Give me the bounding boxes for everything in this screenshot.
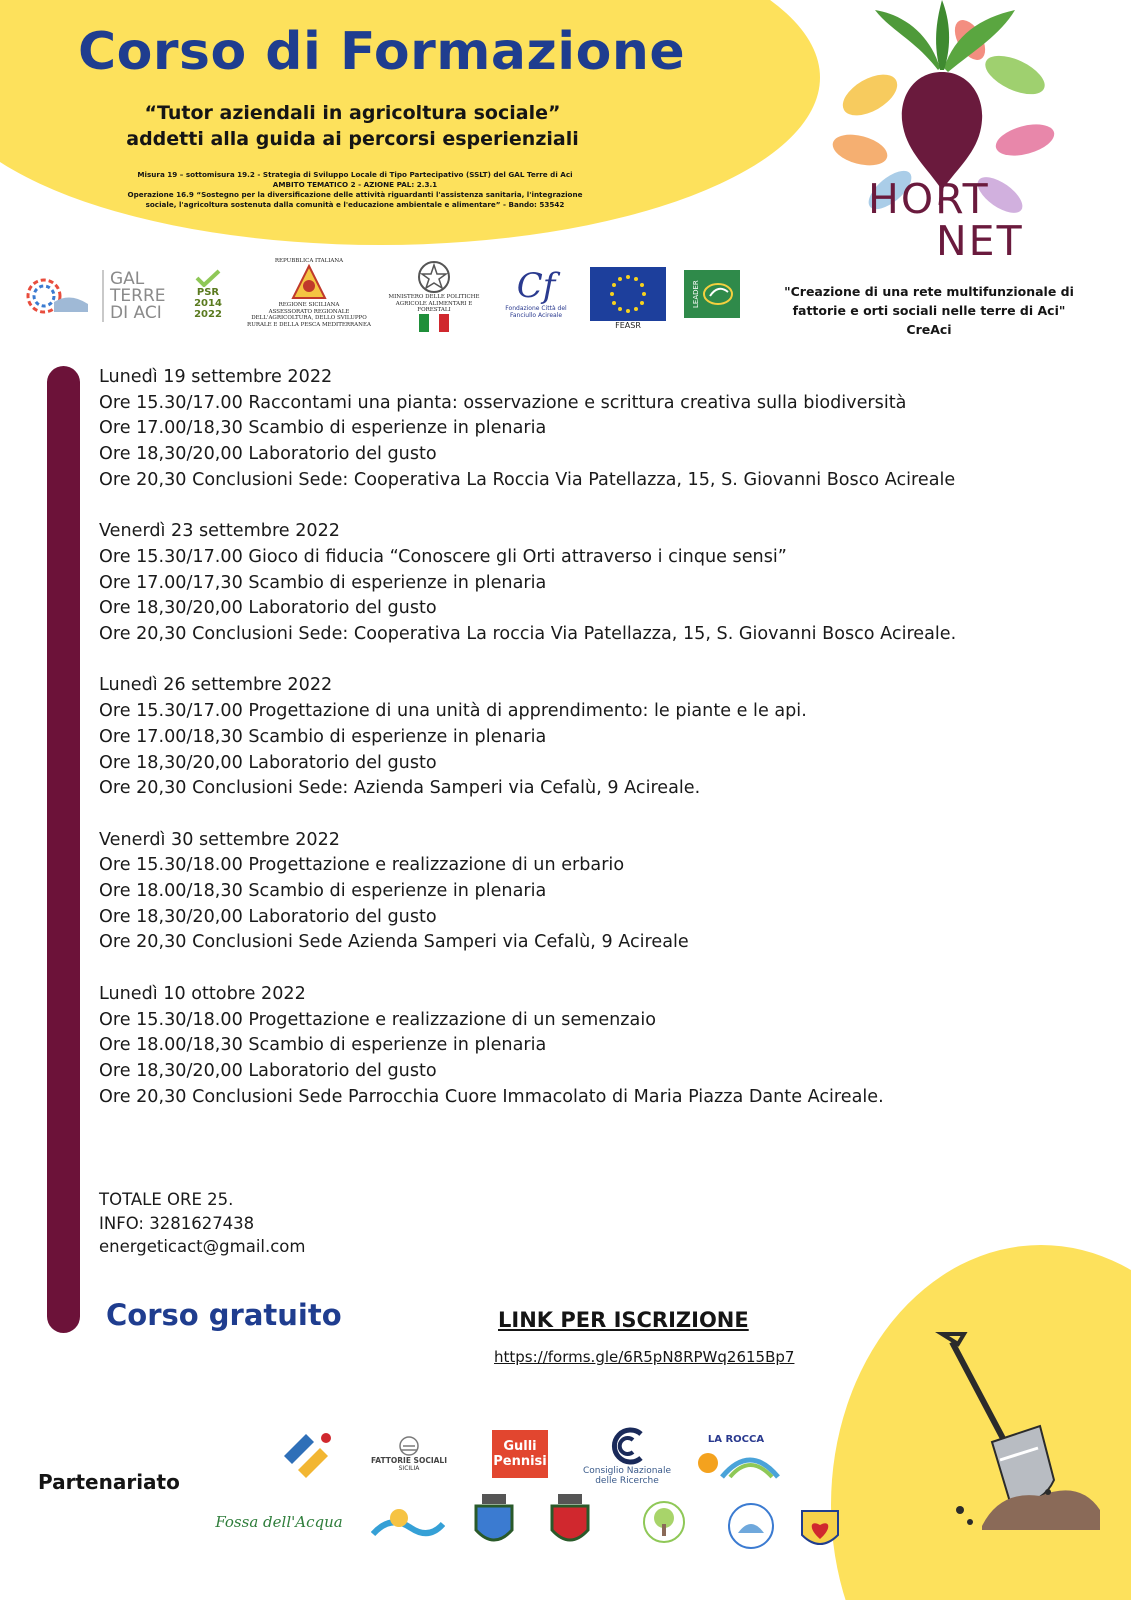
hortnet-line: HORT	[868, 175, 990, 223]
psr-line: 2022	[194, 308, 222, 320]
left-accent-bar	[47, 366, 80, 1333]
schedule-day	[99, 828, 999, 957]
partner-logo-tree	[636, 1498, 692, 1548]
day-heading: Lunedì 26 settembre 2022	[99, 675, 333, 696]
session-line: Ore 20,30 Conclusioni Sede Parrocchia Cuore Immacolato di Maria Piazza Dante Acireale.	[99, 1086, 884, 1107]
subtitle-line: “Tutor aziendali in agricoltura sociale”	[144, 102, 561, 124]
rocca-name: LA ROCCA	[707, 1433, 765, 1445]
italian-flag-icon	[419, 314, 449, 332]
subtitle-line: addetti alla guida ai percorsi esperienziali	[126, 128, 579, 150]
ministero-name: MINISTERO DELLE POLITICHE AGRICOLE ALIMENTARI E FORESTALI	[388, 294, 480, 314]
project-description	[774, 282, 1084, 339]
total-hours: TOTALE ORE 25.	[99, 1190, 234, 1209]
day-heading: Lunedì 10 ottobre 2022	[99, 983, 306, 1004]
fattorie-name: FATTORIE SOCIALI	[370, 1456, 447, 1465]
sicilia-sub: ASSESSORATO REGIONALE DELL'AGRICOLTURA, DELLO SVILUPPO RURALE E DELLA PESCA MEDITERRANEA	[247, 308, 371, 328]
gulli-line: Gulli	[503, 1439, 537, 1454]
cnr-icon	[605, 1426, 649, 1466]
psr-line: 2014	[194, 297, 222, 309]
partner-logo-ecomuseo	[278, 1428, 336, 1486]
partner-logo-mascalucia	[370, 1502, 446, 1550]
cf-mark: Cf	[516, 266, 556, 306]
partner-logo-comune-1	[470, 1490, 518, 1554]
registration-heading: LINK PER ISCRIZIONE	[498, 1308, 749, 1332]
gal-line: GAL	[110, 268, 145, 289]
project-name: CreAci	[906, 322, 952, 337]
tree-icon	[638, 1500, 690, 1546]
gal-line: DI ACI	[110, 302, 162, 323]
shovel-icon	[930, 1330, 1100, 1530]
wave-logo-icon	[371, 1504, 445, 1548]
cnr-line: Consiglio Nazionale	[582, 1466, 671, 1476]
session-line: Ore 18.00/18,30 Scambio di esperienze in plenaria	[99, 1035, 547, 1056]
rainbow-icon	[692, 1445, 780, 1479]
sponsor-logo-ministero	[380, 258, 488, 334]
free-course-label: Corso gratuito	[106, 1298, 342, 1332]
crest-icon	[472, 1492, 516, 1552]
sacred-heart-icon	[798, 1501, 842, 1553]
school-seal-icon	[726, 1501, 776, 1551]
hortnet-wordmark	[868, 175, 1048, 265]
fossa-name: Fossa dell'Acqua	[215, 1513, 343, 1531]
leader-icon	[684, 270, 740, 318]
session-line: Ore 18,30/20,00 Laboratorio del gusto	[99, 906, 437, 927]
cf-name: Fondazione Città del Fanciullo Acireale	[505, 305, 567, 319]
project-line: fattorie e orti sociali nelle terre di Aci"	[792, 303, 1066, 318]
measure-line: Operazione 16.9 “Sostegno per la diversificazione delle attività riguardanti l'assistenza sanitaria, l'integrazione	[127, 190, 583, 199]
session-line: Ore 20,30 Conclusioni Sede: Cooperativa La Roccia Via Patellazza, 15, S. Giovanni Bosco Acireale	[99, 469, 956, 490]
cnr-line: delle Ricerche	[595, 1476, 659, 1486]
course-subtitle	[80, 100, 625, 152]
schedule-day	[99, 365, 999, 494]
session-line: Ore 17.00/18,30 Scambio di esperienze in plenaria	[99, 418, 547, 439]
gal-line: TERRE	[110, 285, 166, 306]
schedule-day	[99, 982, 999, 1111]
gulli-line: Pennisi	[493, 1454, 547, 1469]
measure-line: AMBITO TEMATICO 2 - AZIONE PAL: 2.3.1	[272, 180, 438, 189]
info-phone: INFO: 3281627438	[99, 1213, 255, 1233]
partner-logo-comune-2	[544, 1490, 596, 1554]
measure-line: Misura 19 – sottomisura 19.2 - Strategia di Sviluppo Locale di Tipo Partecipativo (SSLT) del GAL Terre di Aci	[137, 170, 573, 179]
sponsor-logo-fondazione	[498, 262, 574, 324]
session-line: Ore 17.00/17,30 Scambio di esperienze in plenaria	[99, 572, 547, 593]
course-schedule	[99, 365, 999, 1136]
leader-label: LEADER	[692, 280, 700, 308]
partnership-label: Partenariato	[38, 1470, 180, 1494]
hortnet-line: NET	[936, 217, 1024, 265]
farm-icon	[396, 1436, 422, 1456]
session-line: Ore 15.30/17.00 Progettazione di una unità di apprendimento: le piante e le api.	[99, 701, 807, 722]
check-icon	[195, 269, 221, 287]
sponsor-logo-leader	[684, 270, 740, 318]
session-line: Ore 20,30 Conclusioni Sede Azienda Samperi via Cefalù, 9 Acireale	[99, 932, 689, 953]
trinacria-icon	[291, 264, 327, 302]
session-line: Ore 18.00/18,30 Scambio di esperienze in plenaria	[99, 881, 547, 902]
session-line: Ore 15.30/17.00 Gioco di fiducia “Conoscere gli Orti attraverso i cinque sensi”	[99, 546, 787, 567]
crest-icon	[546, 1492, 594, 1552]
schedule-day	[99, 673, 999, 802]
partner-logo-gulli-pennisi	[492, 1430, 548, 1478]
partner-logo-la-rocca	[690, 1430, 782, 1482]
feasr-label: FEASR	[615, 320, 641, 330]
day-heading: Lunedì 19 settembre 2022	[99, 367, 333, 387]
psr-line: PSR	[196, 286, 220, 298]
session-line: Ore 15.30/17.00 Raccontami una pianta: osservazione e scrittura creativa sulla biodiversità	[99, 392, 907, 413]
eu-flag-icon	[590, 267, 666, 321]
partner-logo-cnr	[580, 1420, 674, 1492]
project-line: "Creazione di una rete multifunzionale di	[784, 284, 1074, 299]
session-line: Ore 18,30/20,00 Laboratorio del gusto	[99, 1060, 437, 1081]
sicilia-top: REPUBBLICA ITALIANA	[274, 257, 344, 264]
session-line: Ore 18,30/20,00 Laboratorio del gusto	[99, 752, 437, 773]
sponsor-logo-psr	[178, 268, 238, 320]
partner-logo-fattorie-sociali	[366, 1430, 452, 1478]
sicilia-name: REGIONE SICILIANA	[278, 302, 340, 309]
ecomuseo-icon	[280, 1430, 334, 1484]
partner-logo-ics-acireale	[724, 1500, 778, 1552]
session-line: Ore 18,30/20,00 Laboratorio del gusto	[99, 444, 437, 465]
sponsor-logo-regione-sicilia	[246, 252, 372, 334]
session-line: Ore 20,30 Conclusioni Sede: Cooperativa La roccia Via Patellazza, 15, S. Giovanni Bosco Acireale.	[99, 624, 957, 645]
emblem-icon	[417, 260, 451, 294]
partner-logo-parrocchia	[796, 1500, 844, 1554]
sponsor-logo-gal	[102, 270, 166, 322]
session-line: Ore 15.30/18.00 Progettazione e realizzazione di un semenzaio	[99, 1009, 656, 1030]
sponsor-logo-feasr	[590, 264, 666, 332]
sponsor-logo-circle	[20, 272, 92, 322]
session-line: Ore 15.30/18.00 Progettazione e realizzazione di un erbario	[99, 855, 625, 876]
registration-link[interactable]: https://forms.gle/6R5pN8RPWq2615Bp7	[494, 1348, 795, 1366]
session-line: Ore 18,30/20,00 Laboratorio del gusto	[99, 598, 437, 619]
session-line: Ore 20,30 Conclusioni Sede: Azienda Samperi via Cefalù, 9 Acireale.	[99, 778, 701, 799]
funding-measure	[115, 170, 595, 210]
page-title: Corso di Formazione	[78, 22, 686, 82]
day-heading: Venerdì 23 settembre 2022	[99, 521, 340, 542]
course-info	[99, 1188, 599, 1259]
info-email: energeticact@gmail.com	[99, 1237, 306, 1256]
partner-logo-fossa-acqua	[208, 1504, 350, 1540]
session-line: Ore 17.00/18,30 Scambio di esperienze in plenaria	[99, 726, 547, 747]
fattorie-sub: SICILIA	[398, 1465, 420, 1472]
measure-line: sociale, l'agricoltura sostenuta dalla comunità e l'educazione ambientale e alimentare” - Bando: 53542	[145, 200, 565, 209]
day-heading: Venerdì 30 settembre 2022	[99, 829, 340, 850]
colorful-circle-icon	[20, 272, 92, 322]
schedule-day	[99, 519, 999, 648]
